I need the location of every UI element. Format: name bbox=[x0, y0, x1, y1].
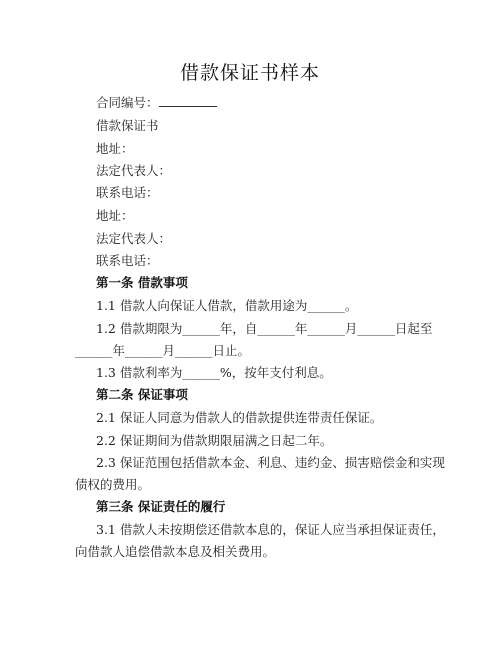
article-3-heading: 第三条 保证责任的履行 bbox=[96, 499, 226, 514]
contract-number-row bbox=[96, 95, 217, 111]
clause-2-3-line-2: 债权的费用。 bbox=[75, 477, 151, 492]
document-title: 借款保证书样本 bbox=[179, 62, 320, 84]
address-label-1: 地址： bbox=[96, 141, 134, 156]
article-1-heading: 第一条 借款事项 bbox=[96, 275, 188, 290]
contract-number-label: 合同编号： bbox=[96, 95, 159, 110]
clause-3-1-line-1: 3.1 借款人未按期偿还借款本息的，保证人应当承担保证责任， bbox=[96, 522, 445, 537]
clause-2-3-line-1: 2.3 保证范围包括借款本金、利息、违约金、损害赔偿金和实现 bbox=[96, 455, 445, 470]
borrower-label: 借款保证书 bbox=[96, 118, 159, 133]
legal-representative-label-2: 法定代表人： bbox=[96, 231, 172, 246]
clause-1-3: 1.3 借款利率为______%，按年支付利息。 bbox=[96, 365, 332, 380]
address-label-2: 地址： bbox=[96, 208, 134, 223]
clause-1-1: 1.1 借款人向保证人借款，借款用途为______。 bbox=[96, 298, 358, 313]
clause-1-2-line-1: 1.2 借款期限为______年，自______年______月______日起至 bbox=[96, 321, 433, 336]
article-2-heading: 第二条 保证事项 bbox=[96, 387, 188, 402]
clause-2-2: 2.2 保证期间为借款期限届满之日起二年。 bbox=[96, 433, 333, 448]
legal-representative-label-1: 法定代表人： bbox=[96, 163, 172, 178]
phone-label-1: 联系电话： bbox=[96, 185, 159, 200]
phone-label-2: 联系电话： bbox=[96, 253, 159, 268]
contract-number-blank bbox=[159, 95, 217, 107]
clause-2-1: 2.1 保证人同意为借款人的借款提供连带责任保证。 bbox=[96, 410, 383, 425]
clause-1-2-line-2: ______年______月______日止。 bbox=[75, 343, 251, 358]
clause-3-1-line-2: 向借款人追偿借款本息及相关费用。 bbox=[75, 544, 276, 559]
